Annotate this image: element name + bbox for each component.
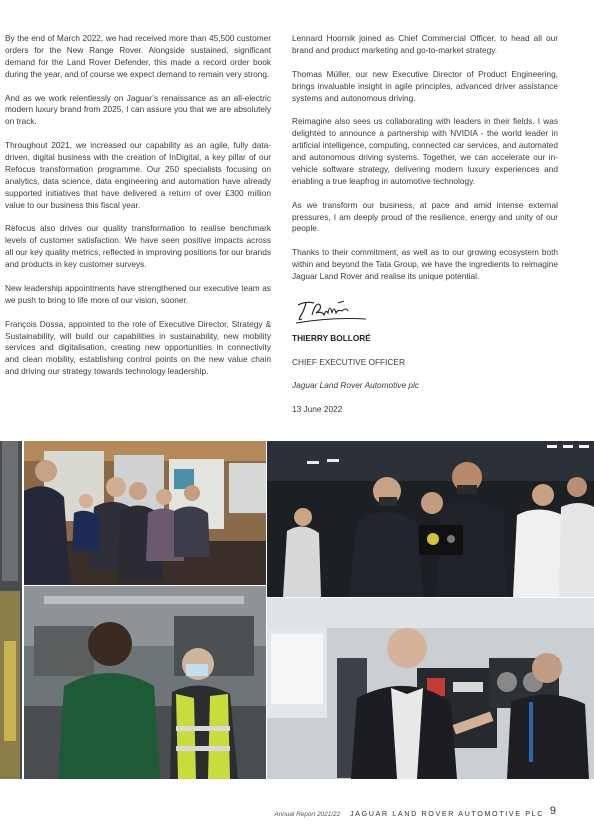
left-text-column [5, 33, 271, 390]
right-text-column [292, 33, 558, 428]
paragraph: Thomas Müller, our new Executive Director of Product Engineering, brings invaluable insight in agile principles, advanced driver assistance systems and autonomous driving. [292, 68, 558, 103]
photo-factory-visit [24, 586, 266, 779]
paragraph: As we transform our business, at pace and amid intense external pressures, I am deeply proud of the resilience, energy and unity of our people. [292, 199, 558, 234]
signatory-name: THIERRY BOLLORÉ [292, 332, 371, 343]
paragraph: Lennard Hoornik joined as Chief Commercial Officer, to head all our brand and product marketing and go-to-market strategy. [292, 33, 558, 55]
photo-collage [0, 441, 594, 779]
paragraph: Thanks to their commitment, as well as to our growing ecosystem both within and beyond the Tata Group, we have the ingredients to reimagine Jaguar Land Rover and realise its unique potential. [292, 247, 558, 282]
photo-nvidia-demo [267, 441, 594, 597]
ceo-signature [292, 295, 372, 327]
paragraph: Refocus also drives our quality transformation to realise benchmark levels of customer satisfaction. We have seen positive impacts across all our key quality metrics, reflected in improving positions for our brands and products in key customer surveys. [5, 223, 271, 270]
photo-lab-discussion [267, 598, 594, 779]
paragraph: Throughout 2021, we increased our capability as an agile, fully data-driven, digital business with the creation of InDigital, a key pillar of our Refocus transformation programme. Our 250 specialists focusing on analytics, data science, data engineering and automation have already supported initiatives that have delivered a return of over £300 million value to our business this fiscal year. [5, 140, 271, 210]
paragraph: And as we work relentlessly on Jaguar’s renaissance as an all-electric modern luxury brand from 2025, I can assure you that we are absolutely on track. [5, 92, 271, 127]
page-footer [274, 809, 558, 818]
signoff-date: 13 June 2022 [292, 404, 343, 415]
paragraph: New leadership appointments have strengthened our executive team as we push to bring to life more of our vision, sooner. [5, 282, 271, 305]
photo-meeting-room [24, 441, 266, 585]
paragraph: François Dossa, appointed to the role of Executive Director, Strategy & Sustainability, will build our capabilities in sustainability, new mobility services and digitalisation, creating new opportunities in connectivity and clean mobility, establishing control points on the new value chain and driving our strategy towards technology leadership. [5, 318, 271, 377]
report-title: Annual Report 2021/22 [274, 811, 341, 818]
paragraph: By the end of March 2022, we had received more than 45,500 customer orders for the New Range Rover. Alongside sustained, significant demand for the Land Rover Defender, this made a record order book during the year, and of course we expect demand to remain very strong. [5, 33, 271, 79]
page-number: 9 [549, 805, 556, 817]
paragraph: Reimagine also sees us collaborating with leaders in their fields. I was delighted to announce a partnership with NVIDIA - the world leader in artificial intelligence, computing, connected car services, and automated and autonomous driving systems. Together, we can accelerate our in-vehicle software strategy, delivering modern luxury experiences and enabling a true leapfrog in automotive technology. [292, 116, 558, 186]
signatory-company: Jaguar Land Rover Automotive plc [292, 380, 419, 391]
footer-company: JAGUAR LAND ROVER AUTOMOTIVE PLC [349, 809, 544, 818]
photo-edge-strip [0, 441, 22, 779]
signatory-title: CHIEF EXECUTIVE OFFICER [292, 356, 405, 367]
